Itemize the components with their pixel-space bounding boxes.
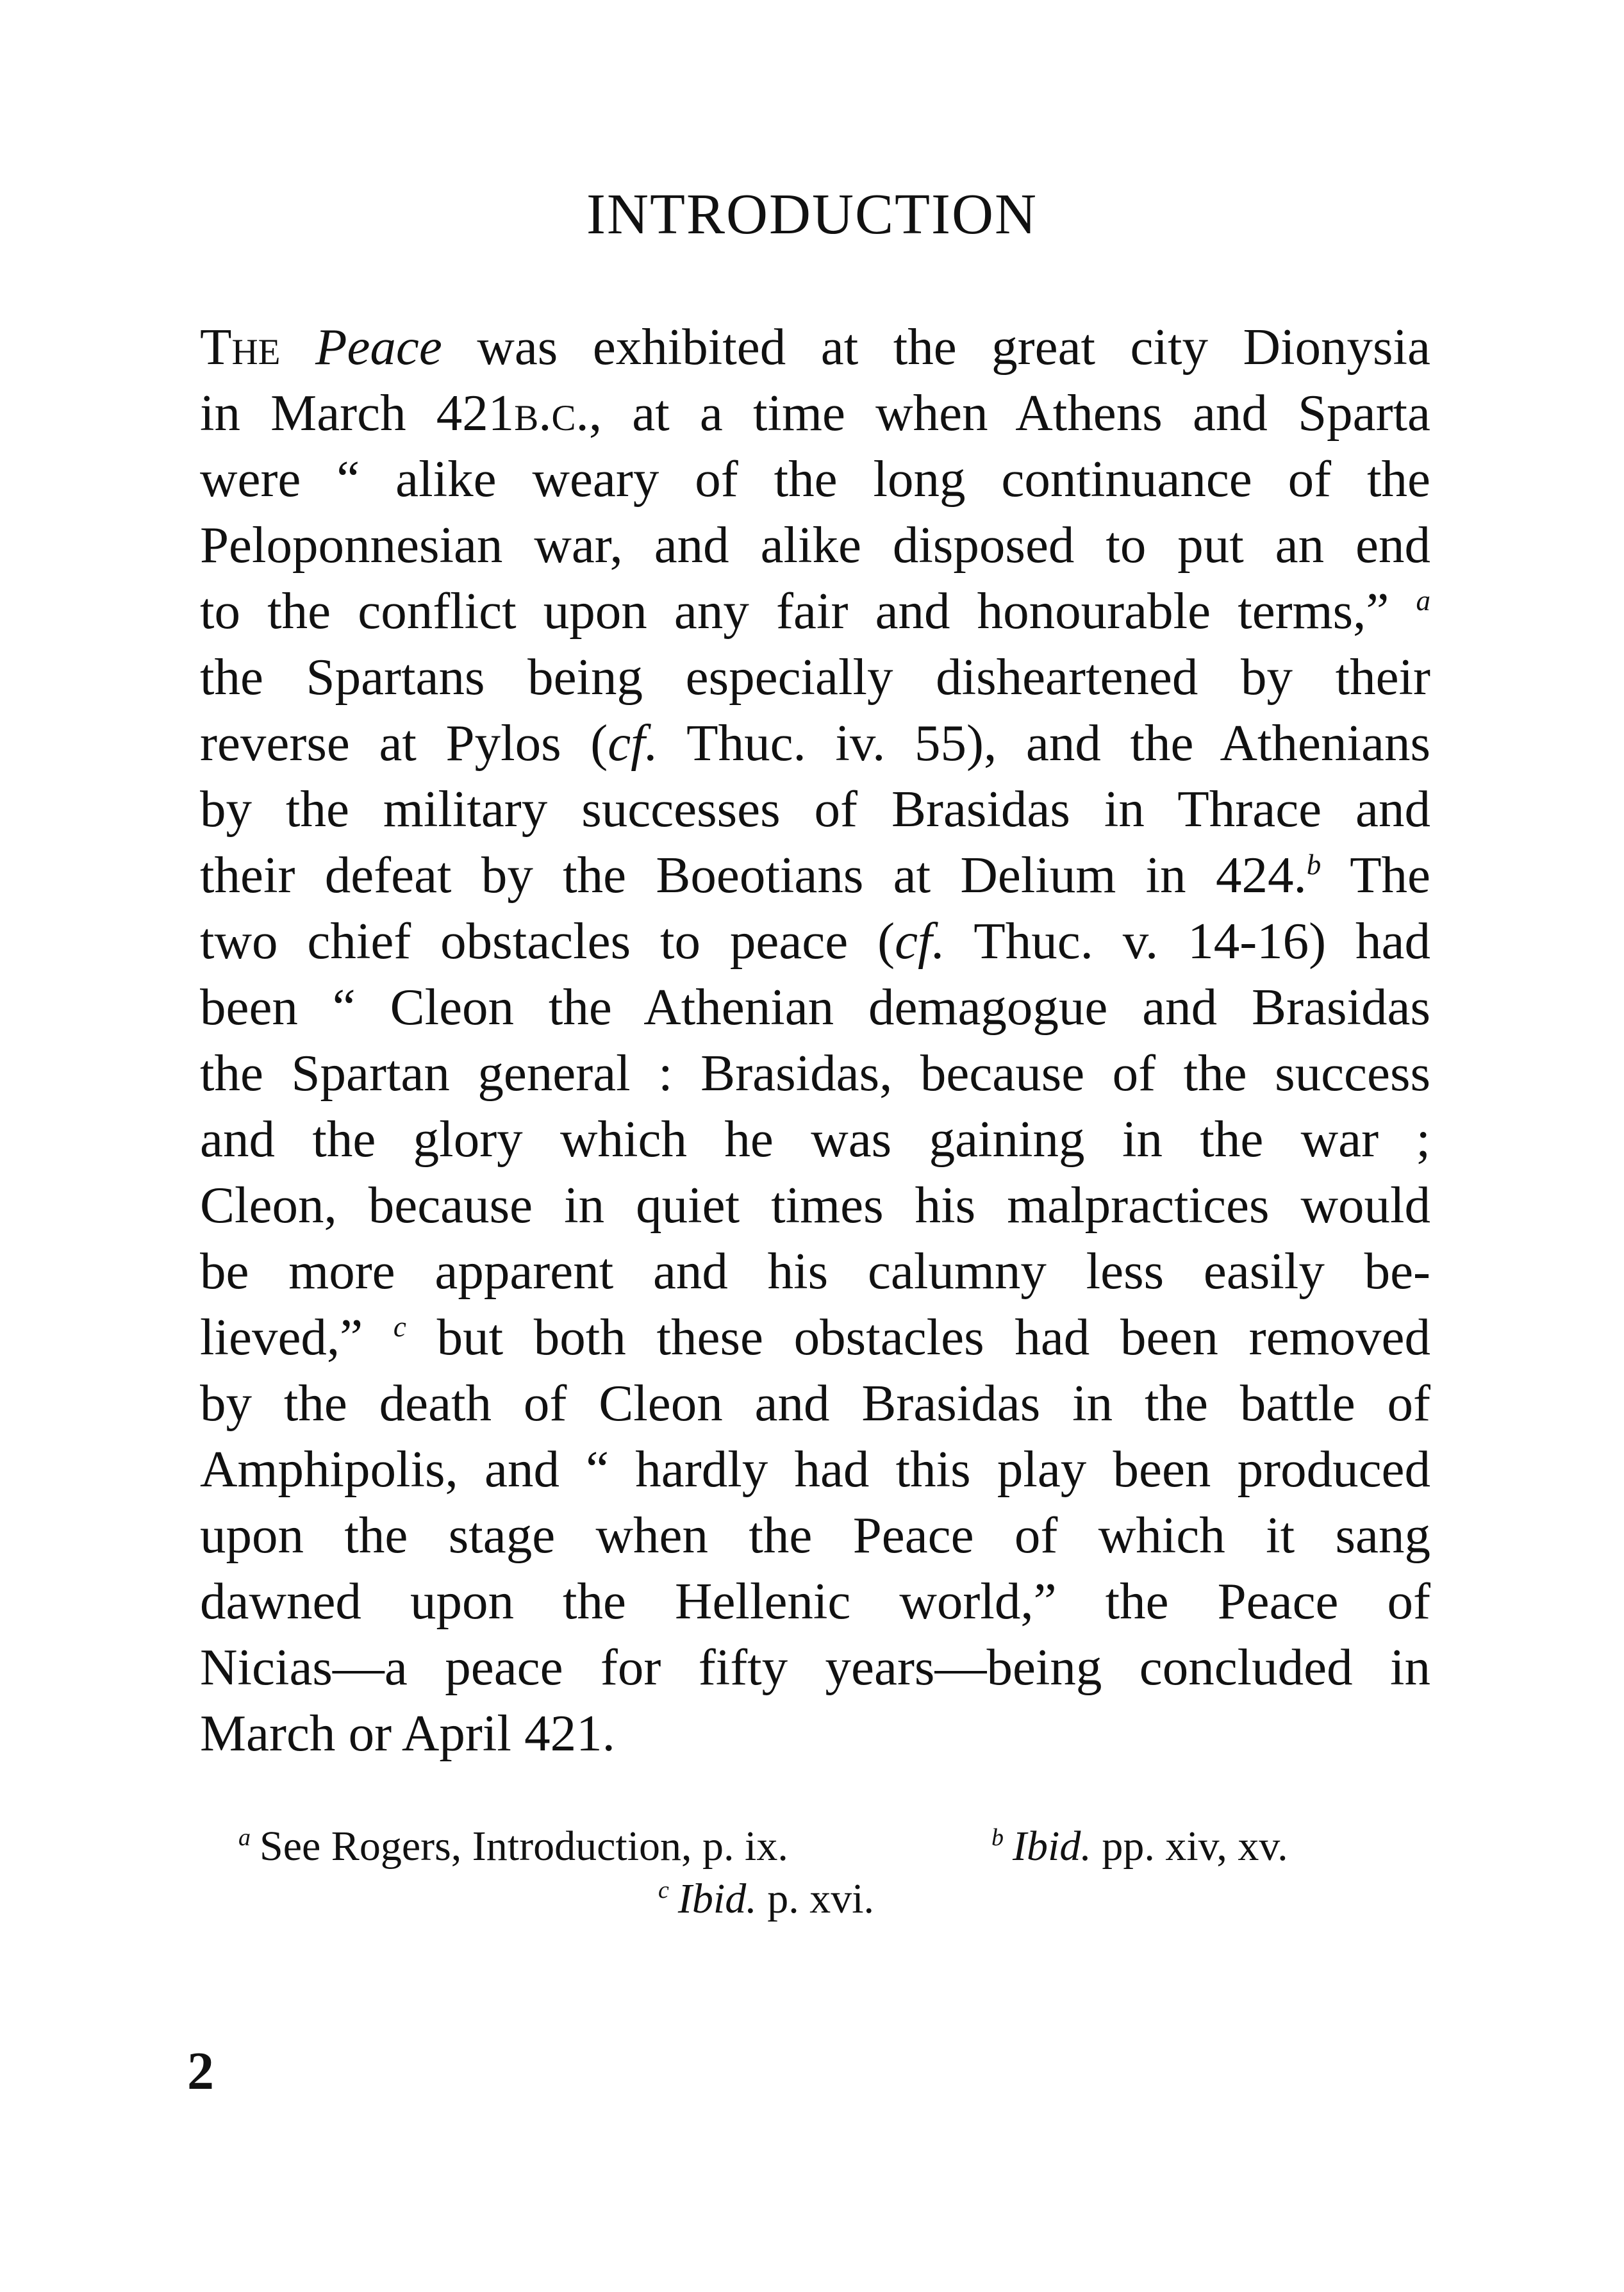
footnote-b: $^b$ Ibid. pp. xiv, xv. [991, 1823, 1288, 1870]
text-line: Nicias—a peace for fifty years—being concluded in [200, 1638, 1430, 1696]
text-line: and the glory which he was gaining in the war ; [200, 1110, 1430, 1168]
text-line: the Spartans being especially disheartened by their [200, 648, 1430, 706]
text-line: upon the stage when the Peace of which it sang [200, 1506, 1430, 1564]
introduction-paragraph [200, 314, 1430, 1766]
footnote-row [200, 1873, 1430, 1925]
footnote-a: $^a$ See Rogers, Introduction, p. ix. [238, 1823, 788, 1870]
footnote-c: $^c$ Ibid. p. xvi. [658, 1875, 875, 1922]
text-line: dawned upon the Hellenic world,” the Peace of [200, 1572, 1430, 1630]
text-line: be more apparent and his calumny less easily be- [200, 1242, 1430, 1300]
footnote-ref-c: c [393, 1311, 406, 1343]
text-line: March or April 421. [200, 1704, 615, 1762]
text-line: Peloponnesian war, and alike disposed to put an end [200, 516, 1430, 574]
text-line: The Peace was exhibited at the great city Dionysia [200, 318, 1431, 376]
text-line: to the conflict upon any fair and honourable terms,” $^a$ [200, 582, 1431, 640]
text-line: reverse at Pylos (cf. Thuc. iv. 55), and the Athenians [200, 714, 1430, 772]
footnote-ref-b: b [1306, 849, 1322, 881]
text-line: in March 421b.c., at a time when Athens and Sparta [200, 384, 1430, 442]
text-line: were “ alike weary of the long continuance of the [200, 450, 1430, 508]
text-line: two chief obstacles to peace (cf. Thuc. v. 14-16) had [200, 912, 1430, 970]
text-line: been “ Cleon the Athenian demagogue and Brasidas [200, 978, 1430, 1036]
text-line: Amphipolis, and “ hardly had this play been produced [200, 1440, 1430, 1498]
text-line: the Spartan general : Brasidas, because of the success [200, 1044, 1430, 1102]
text-line: by the death of Cleon and Brasidas in the battle of [200, 1374, 1430, 1432]
text-line: Cleon, because in quiet times his malpractices would [200, 1176, 1430, 1234]
footnote-row [200, 1820, 1430, 1873]
text-line: their defeat by the Boeotians at Delium in 424.$^b$ The [200, 846, 1430, 904]
page-number: 2 [187, 2041, 214, 2101]
footnote-ref-a: a [1416, 585, 1431, 617]
text-line: lieved,” $^c$ but both these obstacles had been removed [200, 1308, 1430, 1366]
text-line: by the military successes of Brasidas in Thrace and [200, 780, 1430, 838]
page-title: INTRODUCTION [586, 183, 1038, 246]
footnotes [200, 1820, 1430, 1925]
